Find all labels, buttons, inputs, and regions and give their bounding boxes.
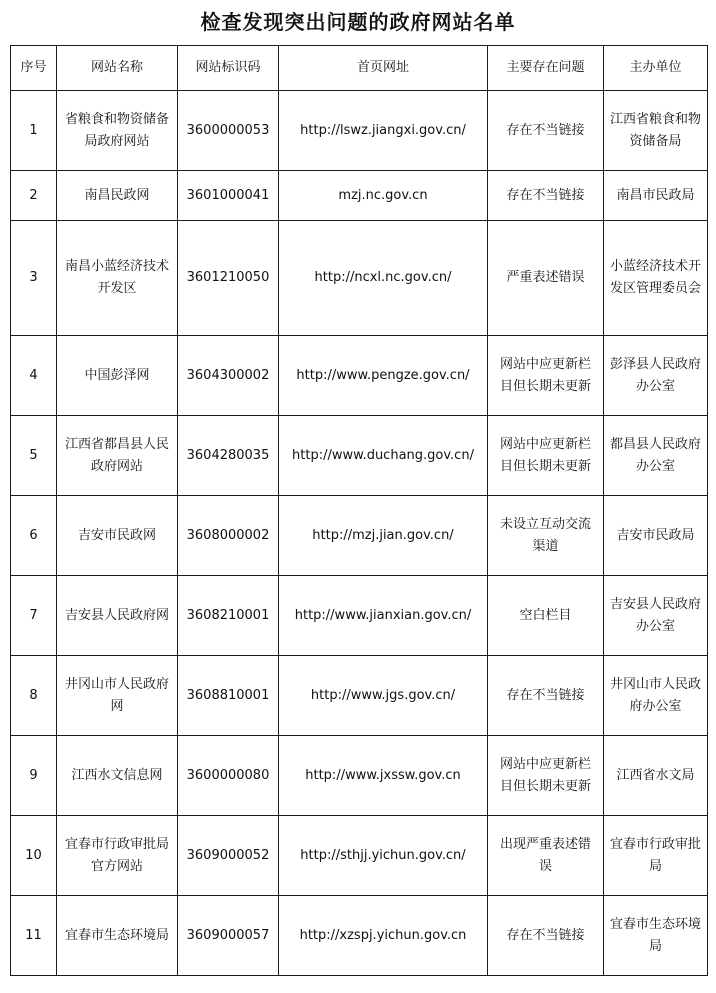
table-body	[11, 91, 708, 976]
cell-name: 南昌民政网	[57, 171, 178, 221]
header-no: 序号	[11, 46, 57, 91]
cell-no: 3	[11, 221, 57, 336]
table-header-row	[11, 46, 708, 91]
cell-no: 11	[11, 896, 57, 976]
cell-issue: 空白栏目	[488, 576, 604, 656]
cell-org: 南昌市民政局	[604, 171, 708, 221]
table-row	[11, 576, 708, 656]
cell-org: 宜春市行政审批局	[604, 816, 708, 896]
cell-org: 吉安市民政局	[604, 496, 708, 576]
cell-name: 宜春市生态环境局	[57, 896, 178, 976]
cell-issue: 存在不当链接	[488, 896, 604, 976]
cell-issue: 网站中应更新栏目但长期未更新	[488, 336, 604, 416]
table-row	[11, 496, 708, 576]
table-row	[11, 816, 708, 896]
cell-no: 9	[11, 736, 57, 816]
cell-url: mzj.nc.gov.cn	[279, 171, 488, 221]
table-row	[11, 416, 708, 496]
cell-name: 江西水文信息网	[57, 736, 178, 816]
cell-name: 吉安市民政网	[57, 496, 178, 576]
cell-code: 3609000052	[178, 816, 279, 896]
cell-name: 井冈山市人民政府网	[57, 656, 178, 736]
cell-code: 3608000002	[178, 496, 279, 576]
table-row	[11, 91, 708, 171]
cell-no: 8	[11, 656, 57, 736]
cell-url: http://ncxl.nc.gov.cn/	[279, 221, 488, 336]
header-url: 首页网址	[279, 46, 488, 91]
cell-org: 江西省粮食和物资储备局	[604, 91, 708, 171]
table-row	[11, 896, 708, 976]
table-row	[11, 736, 708, 816]
table-row	[11, 656, 708, 736]
table-row	[11, 336, 708, 416]
cell-org: 江西省水文局	[604, 736, 708, 816]
cell-name: 省粮食和物资储备局政府网站	[57, 91, 178, 171]
cell-code: 3604300002	[178, 336, 279, 416]
cell-org: 都昌县人民政府办公室	[604, 416, 708, 496]
cell-org: 小蓝经济技术开发区管理委员会	[604, 221, 708, 336]
cell-code: 3608810001	[178, 656, 279, 736]
cell-issue: 出现严重表述错误	[488, 816, 604, 896]
cell-url: http://www.jgs.gov.cn/	[279, 656, 488, 736]
cell-url: http://mzj.jian.gov.cn/	[279, 496, 488, 576]
cell-url: http://www.duchang.gov.cn/	[279, 416, 488, 496]
cell-code: 3609000057	[178, 896, 279, 976]
cell-url: http://xzspj.yichun.gov.cn	[279, 896, 488, 976]
cell-org: 井冈山市人民政府办公室	[604, 656, 708, 736]
cell-code: 3604280035	[178, 416, 279, 496]
cell-issue: 网站中应更新栏目但长期未更新	[488, 736, 604, 816]
cell-name: 南昌小蓝经济技术开发区	[57, 221, 178, 336]
header-code: 网站标识码	[178, 46, 279, 91]
table-row	[11, 171, 708, 221]
header-issue: 主要存在问题	[488, 46, 604, 91]
header-name: 网站名称	[57, 46, 178, 91]
cell-name: 中国彭泽网	[57, 336, 178, 416]
cell-code: 3608210001	[178, 576, 279, 656]
cell-org: 宜春市生态环境局	[604, 896, 708, 976]
cell-no: 2	[11, 171, 57, 221]
cell-code: 3600000053	[178, 91, 279, 171]
cell-issue: 存在不当链接	[488, 91, 604, 171]
cell-name: 吉安县人民政府网	[57, 576, 178, 656]
table-row	[11, 221, 708, 336]
cell-org: 吉安县人民政府办公室	[604, 576, 708, 656]
cell-issue: 存在不当链接	[488, 171, 604, 221]
cell-no: 1	[11, 91, 57, 171]
cell-code: 3601000041	[178, 171, 279, 221]
cell-url: http://lswz.jiangxi.gov.cn/	[279, 91, 488, 171]
cell-name: 宜春市行政审批局官方网站	[57, 816, 178, 896]
cell-no: 7	[11, 576, 57, 656]
cell-no: 10	[11, 816, 57, 896]
website-table	[10, 45, 708, 976]
cell-issue: 未设立互动交流渠道	[488, 496, 604, 576]
cell-url: http://www.jxssw.gov.cn	[279, 736, 488, 816]
cell-code: 3601210050	[178, 221, 279, 336]
cell-url: http://sthjj.yichun.gov.cn/	[279, 816, 488, 896]
header-org: 主办单位	[604, 46, 708, 91]
cell-code: 3600000080	[178, 736, 279, 816]
cell-org: 彭泽县人民政府办公室	[604, 336, 708, 416]
cell-url: http://www.pengze.gov.cn/	[279, 336, 488, 416]
cell-issue: 存在不当链接	[488, 656, 604, 736]
page-title: 检查发现突出问题的政府网站名单	[200, 10, 516, 34]
cell-issue: 网站中应更新栏目但长期未更新	[488, 416, 604, 496]
cell-no: 4	[11, 336, 57, 416]
cell-name: 江西省都昌县人民政府网站	[57, 416, 178, 496]
cell-url: http://www.jianxian.gov.cn/	[279, 576, 488, 656]
cell-issue: 严重表述错误	[488, 221, 604, 336]
cell-no: 5	[11, 416, 57, 496]
cell-no: 6	[11, 496, 57, 576]
